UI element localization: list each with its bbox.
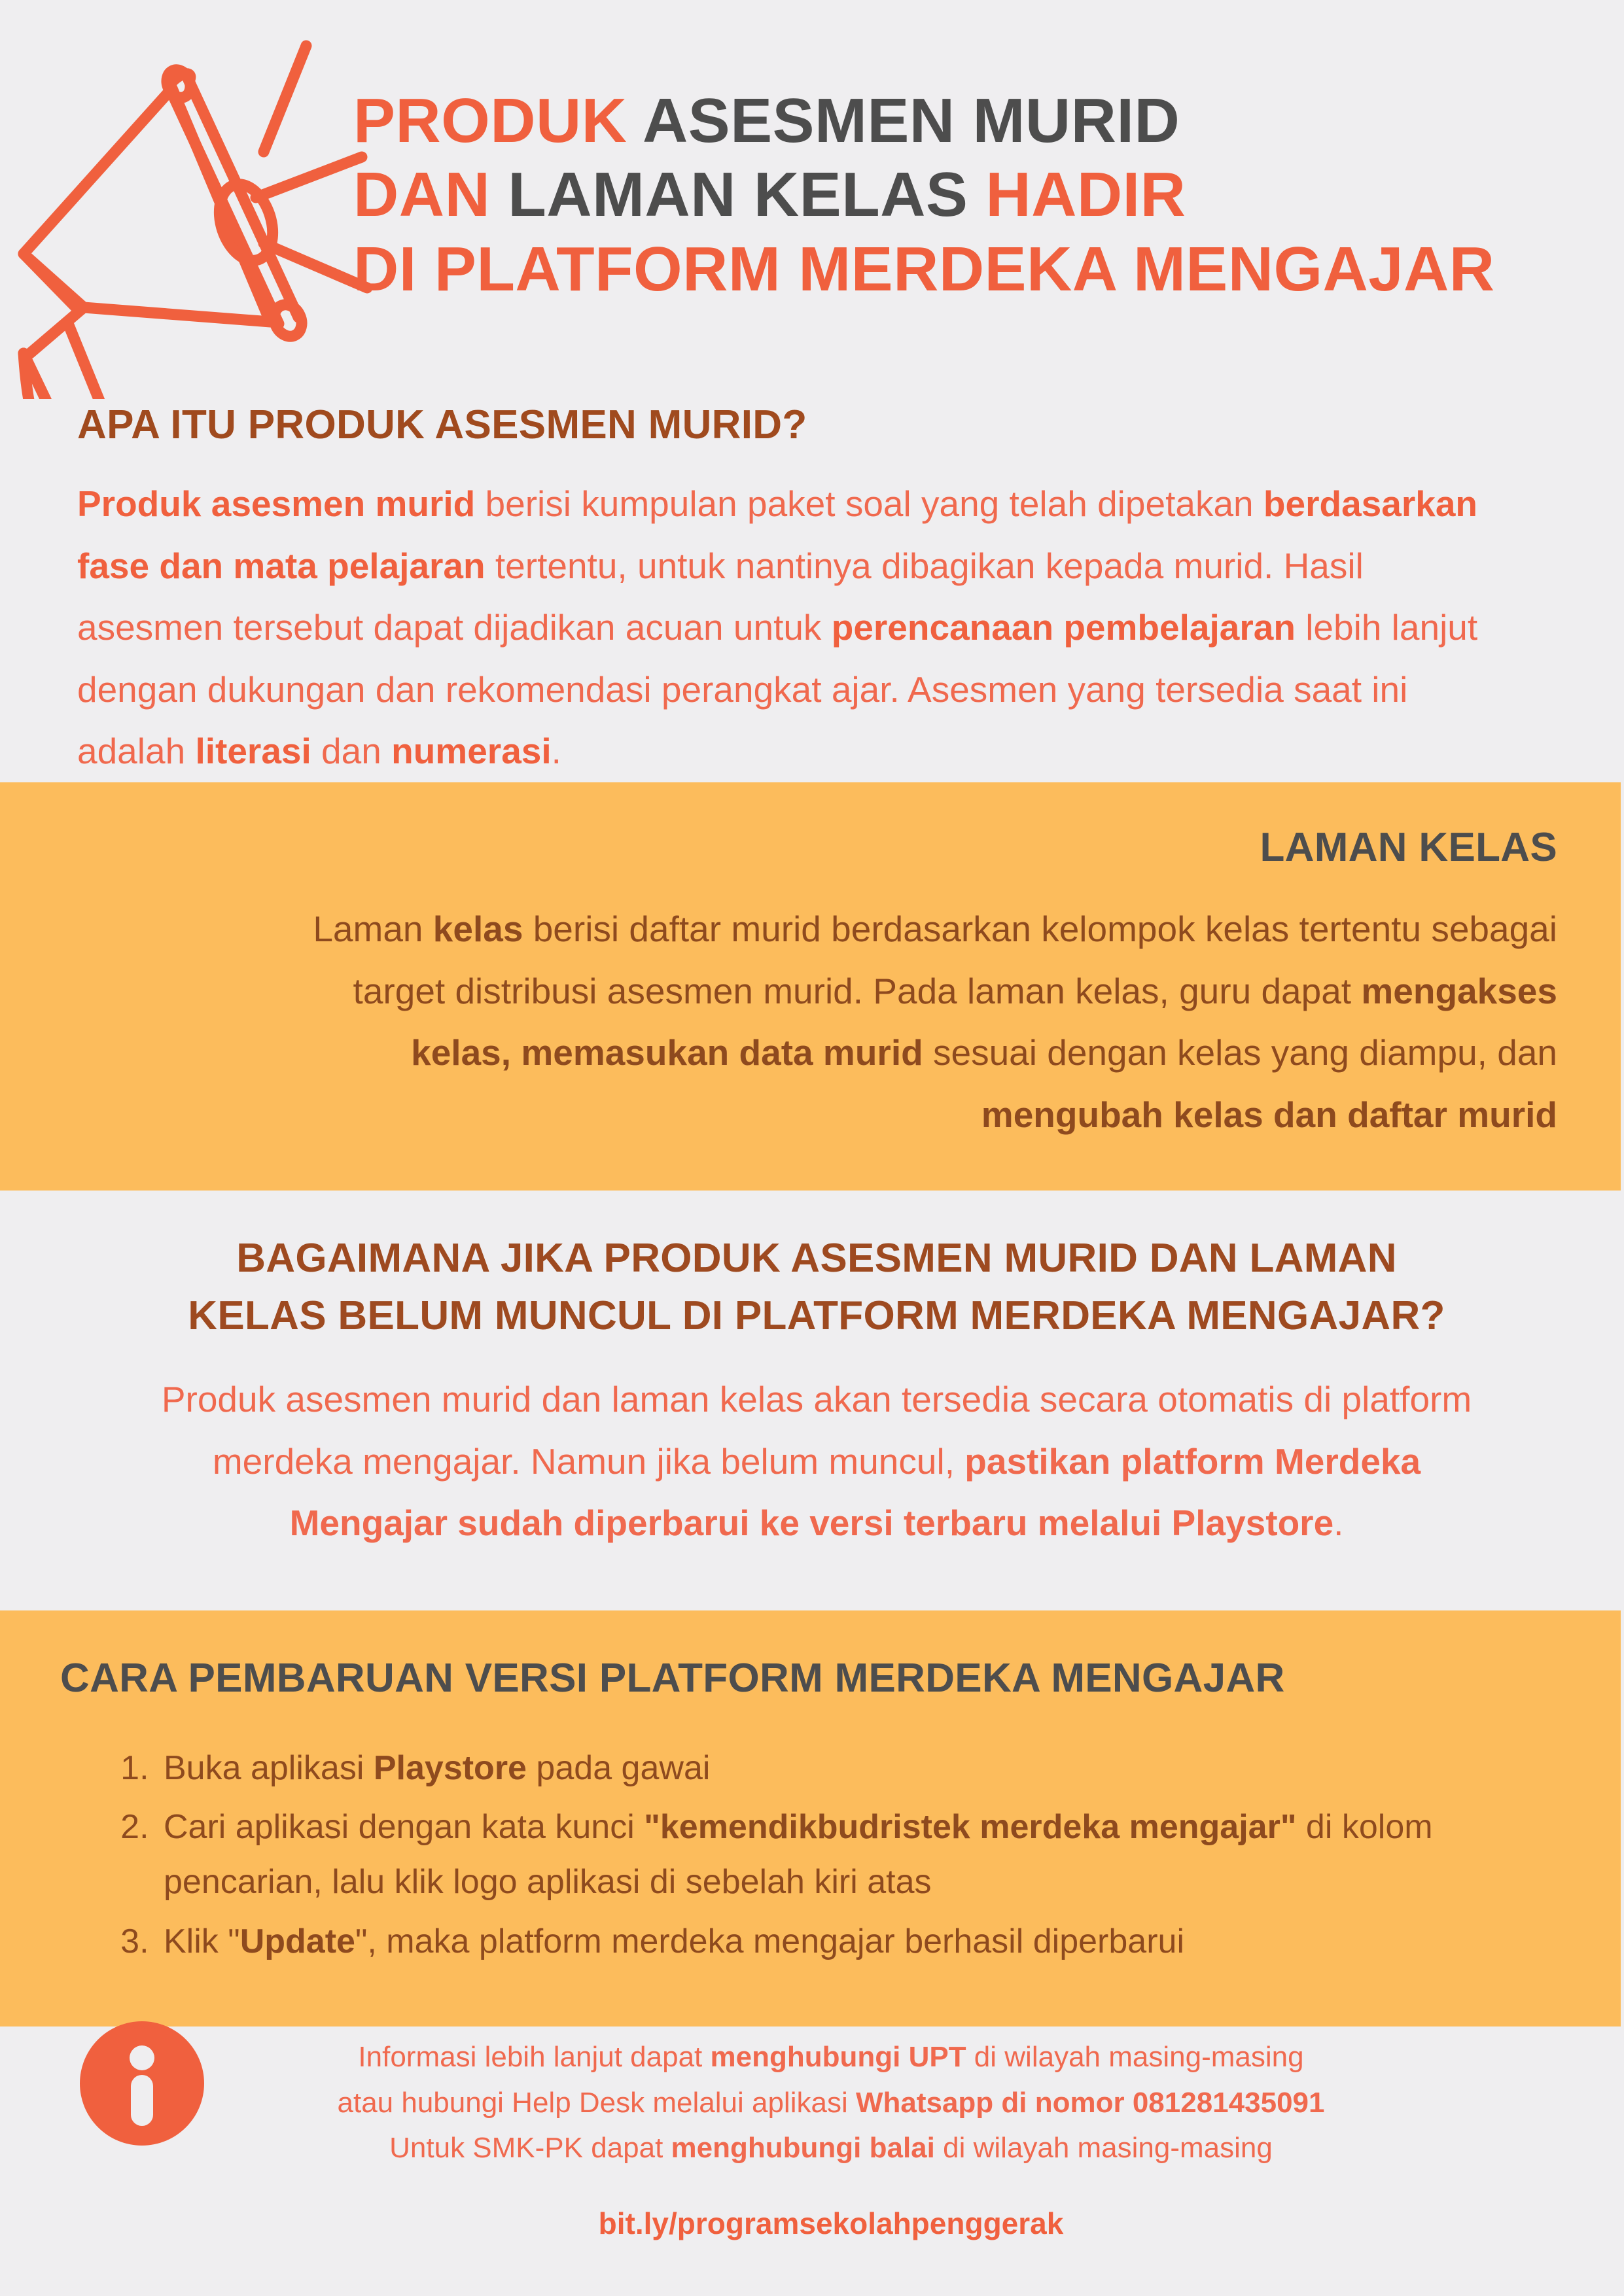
text-run-1: Whatsapp di nomor 081281435091	[855, 2086, 1325, 2119]
footer-line-3	[249, 2125, 1413, 2171]
title-line-1	[353, 84, 1597, 158]
text-run-2: berisi daftar murid berdasarkan kelompok kelas tertentu sebagai target distribusi asesmen murid. Pada laman kelas, guru dapat	[353, 909, 1557, 1011]
text-run-2: .	[1333, 1503, 1344, 1544]
apa-itu-heading: APA ITU PRODUK ASESMEN MURID?	[77, 402, 807, 447]
cara-step-3	[158, 1914, 1565, 1969]
text-run-5: mengubah kelas dan daftar murid	[981, 1094, 1557, 1135]
text-run-2: di wilayah masing-masing	[934, 2132, 1273, 2165]
footer-contact-text	[249, 2034, 1413, 2171]
title-line-2	[353, 158, 1597, 232]
section-cara-pembaruan	[60, 1655, 1565, 1973]
section-bagaimana-jika	[77, 1230, 1556, 1554]
apa-itu-body	[77, 473, 1491, 782]
text-run-0: Untuk SMK-PK dapat	[389, 2132, 671, 2165]
text-run-3: mengakses kelas, memasukan data murid	[411, 970, 1557, 1073]
laman-kelas-heading: LAMAN KELAS	[1260, 825, 1557, 870]
text-run-9: .	[551, 731, 561, 772]
text-run-1: kelas	[432, 909, 523, 949]
title-word-dan: DAN	[353, 160, 491, 230]
title-word-hadir: HADIR	[985, 160, 1186, 230]
title-word-laman-kelas: LAMAN KELAS	[508, 160, 968, 230]
megaphone-icon	[5, 26, 372, 399]
title-line-3	[353, 232, 1597, 306]
section-apa-itu-produk-asesmen-murid	[77, 402, 1556, 782]
text-run-0: Cari aplikasi dengan kata kunci	[164, 1808, 644, 1847]
title-word-produk: PRODUK	[353, 86, 627, 156]
text-run-2: pada gawai	[526, 1749, 711, 1787]
cara-step-1	[158, 1741, 1565, 1796]
cara-step-2	[158, 1800, 1565, 1909]
text-run-0: Laman	[313, 909, 433, 949]
text-run-5: lebih lanjut dengan dukungan dan rekomendasi perangkat ajar. Asesmen yang tersedia saat ini adalah	[77, 607, 1478, 772]
text-run-8: numerasi	[391, 731, 552, 772]
poster-header	[0, 0, 1624, 392]
text-run-2: di wilayah masing-masing	[966, 2041, 1304, 2073]
section-laman-kelas	[79, 824, 1557, 1145]
footer-line-2	[249, 2080, 1413, 2126]
text-run-1: Playstore	[373, 1749, 527, 1787]
text-run-1: pastikan platform Merdeka Mengajar sudah diperbarui ke versi terbaru melalui Playstore	[289, 1440, 1421, 1544]
text-run-1: "kemendikbudristek merdeka mengajar"	[644, 1808, 1297, 1847]
text-run-0: Buka aplikasi	[164, 1749, 374, 1787]
text-run-2: berdasarkan fase dan mata pelajaran	[77, 483, 1478, 586]
title-word-di: DI	[353, 234, 417, 304]
info-circle-icon	[80, 2021, 204, 2146]
text-run-1: menghubungi balai	[671, 2132, 935, 2165]
text-run-2: ", maka platform merdeka mengajar berhasil diperbarui	[355, 1922, 1184, 1960]
cara-pembaruan-heading: CARA PEMBARUAN VERSI PLATFORM MERDEKA MENGAJAR	[60, 1656, 1285, 1701]
text-run-0: Informasi lebih lanjut dapat	[358, 2041, 711, 2073]
text-run-1: menghubungi UPT	[710, 2041, 966, 2073]
poster-title	[353, 84, 1597, 306]
text-run-4: perencanaan pembelajaran	[831, 607, 1296, 648]
laman-kelas-body	[249, 898, 1557, 1145]
text-run-2: di kolom pencarian, lalu klik logo aplikasi di sebelah kiri atas	[164, 1808, 1433, 1902]
text-run-0: atau hubungi Help Desk melalui aplikasi	[337, 2086, 856, 2119]
text-run-4: sesuai dengan kelas yang diampu, dan	[923, 1032, 1557, 1073]
footer-line-1	[249, 2034, 1413, 2080]
bagaimana-body	[146, 1368, 1487, 1554]
text-run-7: dan	[311, 731, 392, 772]
text-run-0: Produk asesmen murid	[77, 483, 476, 524]
cara-pembaruan-step-list	[60, 1741, 1565, 1969]
footer-link[interactable]: bit.ly/programsekolahpenggerak	[598, 2206, 1064, 2240]
text-run-1: Update	[239, 1922, 355, 1960]
text-run-6: literasi	[195, 731, 311, 772]
title-word-platform-merdeka-mengajar: PLATFORM MERDEKA MENGAJAR	[434, 234, 1495, 304]
bagaimana-heading-line-1: BAGAIMANA JIKA PRODUK ASESMEN MURID DAN LAMAN	[236, 1236, 1397, 1281]
text-run-0: Produk asesmen murid dan laman kelas akan tersedia secara otomatis di platform merdeka mengajar. Namun jika belum muncul,	[161, 1379, 1472, 1482]
text-run-0: Klik "	[164, 1922, 240, 1960]
title-word-asesmen-murid: ASESMEN MURID	[642, 86, 1180, 156]
bagaimana-heading	[77, 1230, 1556, 1345]
bagaimana-heading-line-2: KELAS BELUM MUNCUL DI PLATFORM MERDEKA MENGAJAR?	[188, 1293, 1445, 1339]
text-run-3: tertentu, untuk nantinya dibagikan kepada murid. Hasil asesmen tersebut dapat dijadikan acuan untuk	[77, 545, 1364, 648]
text-run-1: berisi kumpulan paket soal yang telah dipetakan	[475, 483, 1263, 524]
